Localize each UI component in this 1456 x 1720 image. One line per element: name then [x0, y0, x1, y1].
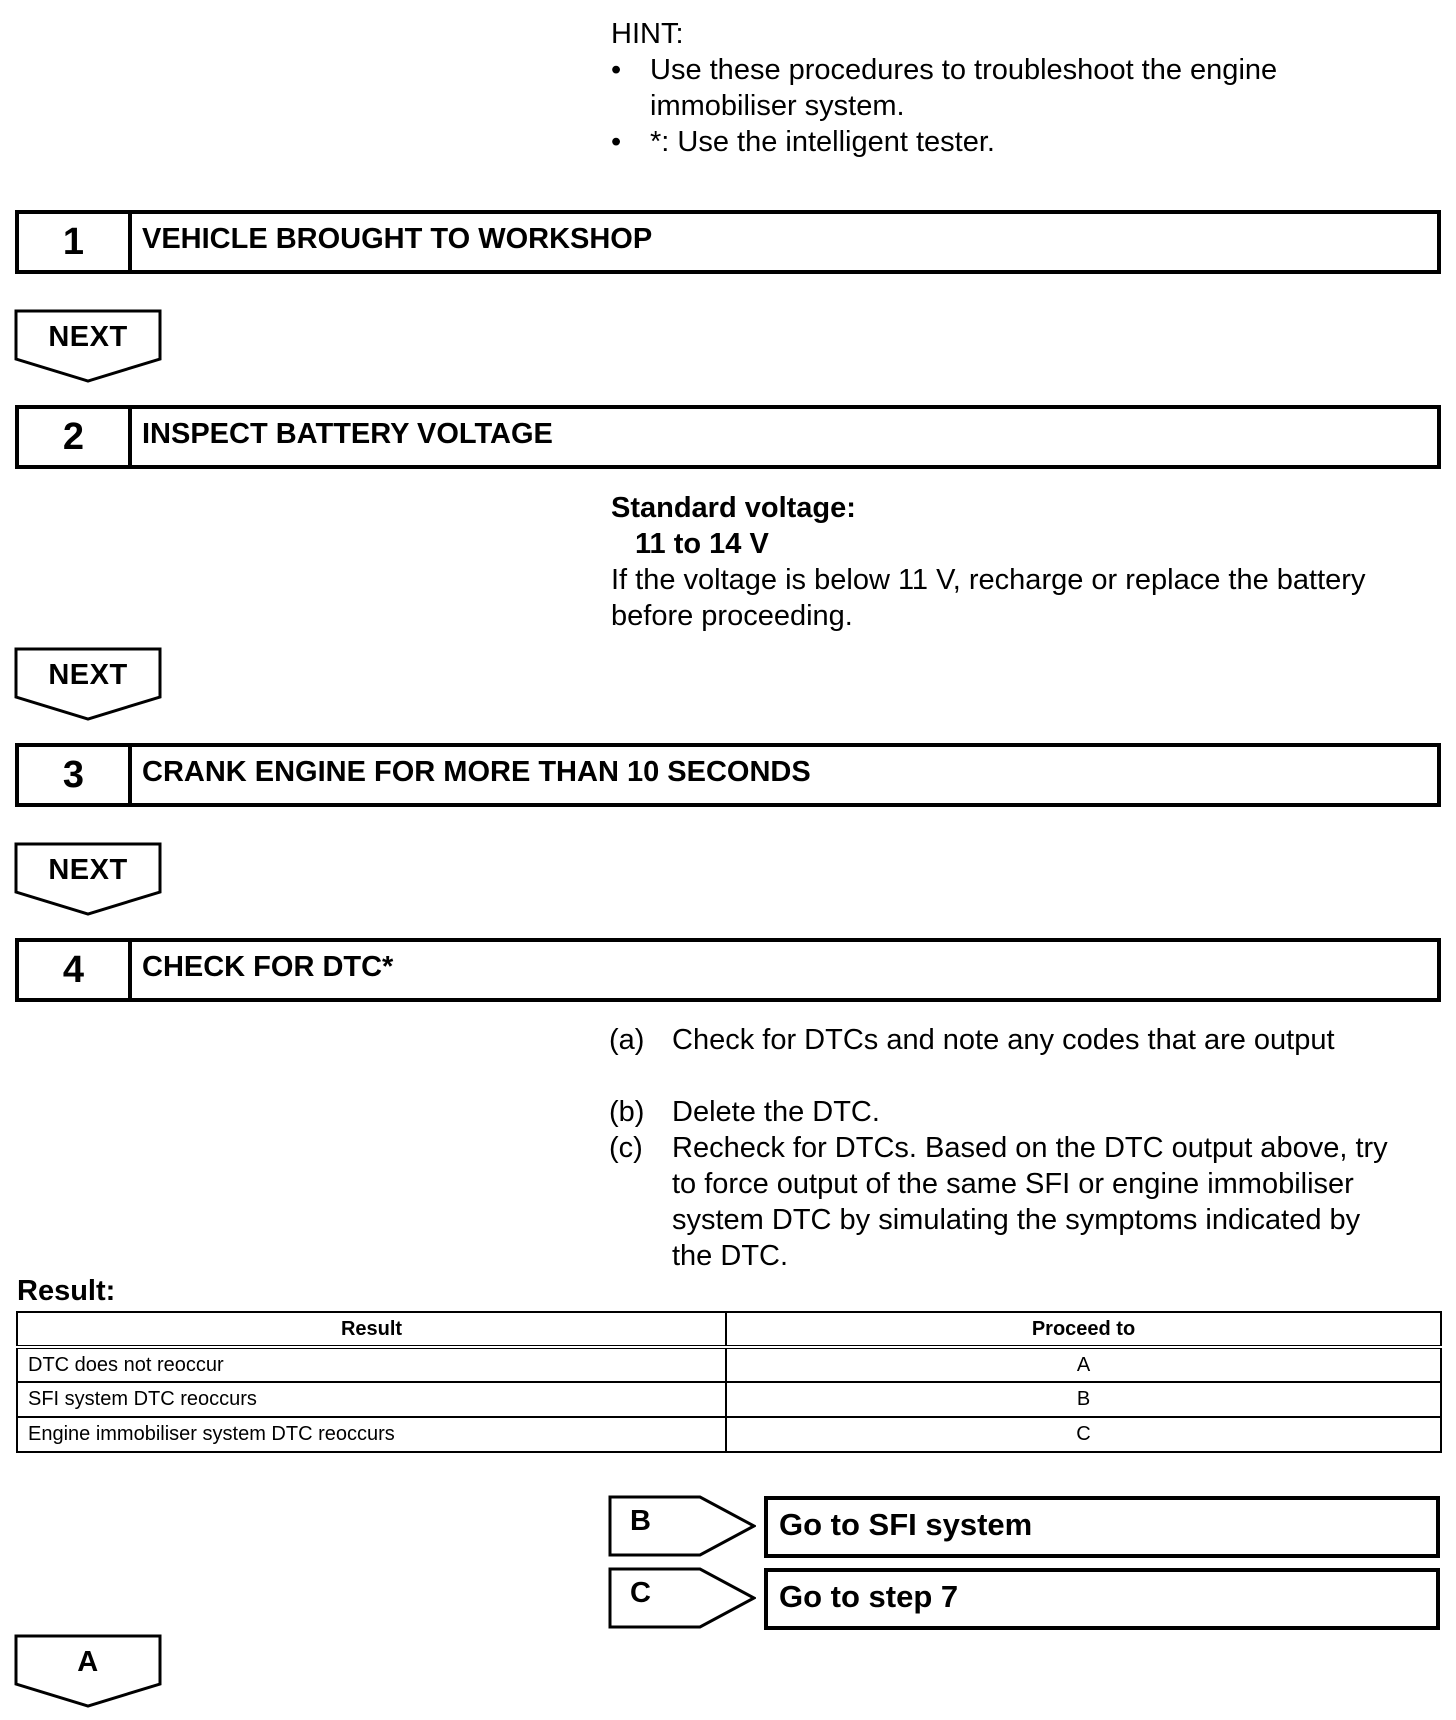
step-3-number: 3	[19, 747, 132, 803]
table-row	[17, 1347, 1441, 1382]
column-header-proceed: Proceed to	[726, 1312, 1441, 1347]
branch-tag-b	[608, 1495, 756, 1559]
final-tag-label: A	[77, 1646, 99, 1678]
next-label: NEXT	[48, 321, 128, 353]
result-cell: DTC does not reoccur	[17, 1347, 726, 1382]
step-4-number: 4	[19, 942, 132, 998]
hint-label: HINT:	[611, 18, 684, 50]
step-1-title: VEHICLE BROUGHT TO WORKSHOP	[142, 222, 653, 255]
next-tag-1	[14, 309, 162, 383]
dtc-step-c-line1: Recheck for DTCs. Based on the DTC output above, try	[672, 1132, 1388, 1164]
table-header-row	[17, 1312, 1441, 1347]
step-2-number: 2	[19, 409, 132, 465]
table-row	[17, 1382, 1441, 1417]
step-3-header	[15, 743, 1441, 807]
next-tag-2	[14, 647, 162, 721]
dtc-step-c-line3: system DTC by simulating the symptoms indicated by	[672, 1204, 1361, 1236]
result-heading: Result:	[17, 1275, 116, 1307]
result-cell: Engine immobiliser system DTC reoccurs	[17, 1417, 726, 1452]
standard-voltage-label: Standard voltage:	[611, 492, 856, 524]
proceed-cell: B	[726, 1382, 1441, 1417]
hint-bullet-1-line2: immobiliser system.	[650, 90, 905, 122]
proceed-cell: C	[726, 1417, 1441, 1452]
next-tag-3	[14, 842, 162, 916]
result-table	[16, 1311, 1442, 1453]
step-4-title: CHECK FOR DTC*	[142, 950, 394, 983]
dtc-step-c-line4: the DTC.	[672, 1240, 789, 1272]
step-2-header	[15, 405, 1441, 469]
bullet-icon: •	[611, 54, 622, 86]
final-tag-a	[14, 1634, 162, 1708]
hint-bullet-1-line1: Use these procedures to troubleshoot the engine	[650, 54, 1278, 86]
dtc-step-b-line1: Delete the DTC.	[672, 1096, 880, 1128]
step-2-title: INSPECT BATTERY VOLTAGE	[142, 417, 553, 450]
next-label: NEXT	[48, 659, 128, 691]
goto-step-7: Go to step 7	[764, 1568, 1440, 1630]
step-4-header	[15, 938, 1441, 1002]
list-marker-c: (c)	[609, 1132, 643, 1164]
step-1-header	[15, 210, 1441, 274]
battery-note-line2: before proceeding.	[611, 600, 853, 632]
list-marker-a: (a)	[609, 1024, 645, 1056]
hint-bullet-2-line1: *: Use the intelligent tester.	[650, 126, 995, 158]
result-cell: SFI system DTC reoccurs	[17, 1382, 726, 1417]
next-label: NEXT	[48, 854, 128, 886]
dtc-step-a-line1: Check for DTCs and note any codes that are output	[672, 1024, 1335, 1056]
column-header-result: Result	[17, 1312, 726, 1347]
proceed-cell: A	[726, 1347, 1441, 1382]
table-row	[17, 1417, 1441, 1452]
list-marker-b: (b)	[609, 1096, 645, 1128]
step-3-title: CRANK ENGINE FOR MORE THAN 10 SECONDS	[142, 755, 811, 788]
battery-note-line1: If the voltage is below 11 V, recharge or replace the battery	[611, 564, 1366, 596]
step-1-number: 1	[19, 214, 132, 270]
standard-voltage-value: 11 to 14 V	[635, 528, 769, 560]
goto-sfi-system: Go to SFI system	[764, 1496, 1440, 1558]
branch-letter-b: B	[630, 1505, 651, 1537]
branch-letter-c: C	[630, 1577, 651, 1609]
dtc-step-c-line2: to force output of the same SFI or engine immobiliser	[672, 1168, 1354, 1200]
branch-tag-c	[608, 1567, 756, 1631]
bullet-icon: •	[611, 126, 622, 158]
